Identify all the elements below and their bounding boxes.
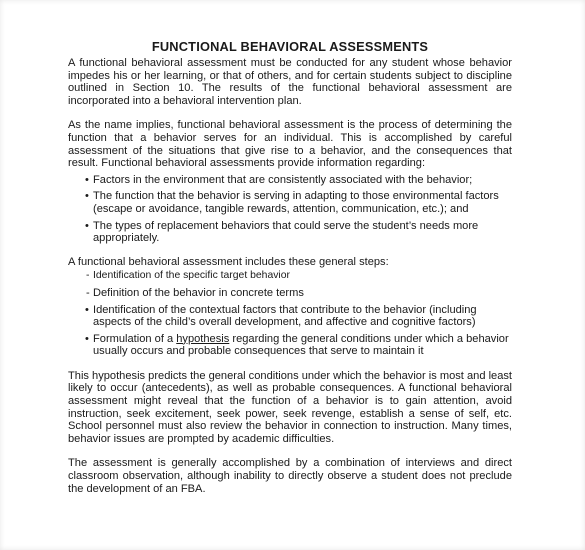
list-item — [68, 220, 512, 245]
list-item — [68, 190, 512, 215]
steps-intro-paragraph: A functional behavioral assessment includes these general steps: — [68, 255, 389, 268]
information-bullet-list — [68, 174, 512, 245]
document-title: FUNCTIONAL BEHAVIORAL ASSESSMENTS — [151, 39, 429, 54]
list-item-text: The types of replacement behaviors that could serve the student’s needs more appropriately. — [93, 219, 479, 245]
document-body — [68, 40, 512, 495]
list-item-text: Identification of the specific target behavior — [93, 270, 290, 282]
list-item — [68, 304, 512, 329]
list-item — [68, 270, 512, 283]
steps-list — [68, 270, 512, 358]
bullet-icon: • — [85, 332, 89, 345]
intro-paragraph: A functional behavioral assessment must be conducted for any student whose behavior impedes his or her learning, or that of others, and for certain students subject to discipline outlined in Section 10. The results of the functional behavioral assessment are incorporated into a behavioral intervention plan. — [68, 57, 512, 107]
hypothesis-term: hypothesis — [176, 332, 230, 345]
list-item — [68, 287, 512, 300]
assessment-paragraph: The assessment is generally accomplished by a combination of interviews and direct classroom observation, although inability to directly observe a student does not preclude the development of an FBA. — [68, 457, 512, 495]
list-item-text: The function that the behavior is serving in adapting to those environmental factors (escape or avoidance, tangible rewards, attention, communication, etc.); and — [93, 190, 499, 215]
list-item-text: Identification of the contextual factors that contribute to the behavior (including aspects of the child’s overall development, and affective and cognitive factors) — [93, 303, 477, 329]
bullet-icon: • — [85, 219, 89, 232]
list-item-text: Factors in the environment that are consistently associated with the behavior; — [93, 173, 473, 186]
list-item — [68, 333, 512, 358]
list-item-text: Definition of the behavior in concrete terms — [93, 286, 304, 299]
step-text-start: Formulation of a — [93, 332, 177, 345]
bullet-icon: • — [85, 190, 89, 203]
dash-bullet-icon: - — [86, 286, 90, 299]
bullet-icon: • — [85, 173, 89, 186]
bullet-icon: • — [85, 303, 89, 316]
list-item-text — [93, 333, 509, 358]
definition-paragraph: As the name implies, functional behavioral assessment is the process of determining the function that a behavior serves for an individual. This is accomplished by careful assessment of the situations that give rise to a behavior, and the consequences that result. Functional behavioral assessments provide information regarding: — [68, 119, 512, 170]
list-item — [68, 174, 512, 187]
step-text-end: regarding the general conditions under which a behavior usually occurs and probable consequences that serve to maintain it — [93, 332, 509, 358]
hypothesis-paragraph: This hypothesis predicts the general conditions under which the behavior is most and least likely to occur (antecedents), as well as probable consequences. A functional behavioral assessment might reveal that the function of a behavior is to gain attention, avoid instruction, seek excitement, seek power, seek revenge, establish a sense of self, etc. School personnel must also review the behavior in connection to instruction. Many times, behavior issues are prompted by academic difficulties. — [68, 369, 512, 445]
dash-bullet-icon: - — [86, 270, 90, 282]
